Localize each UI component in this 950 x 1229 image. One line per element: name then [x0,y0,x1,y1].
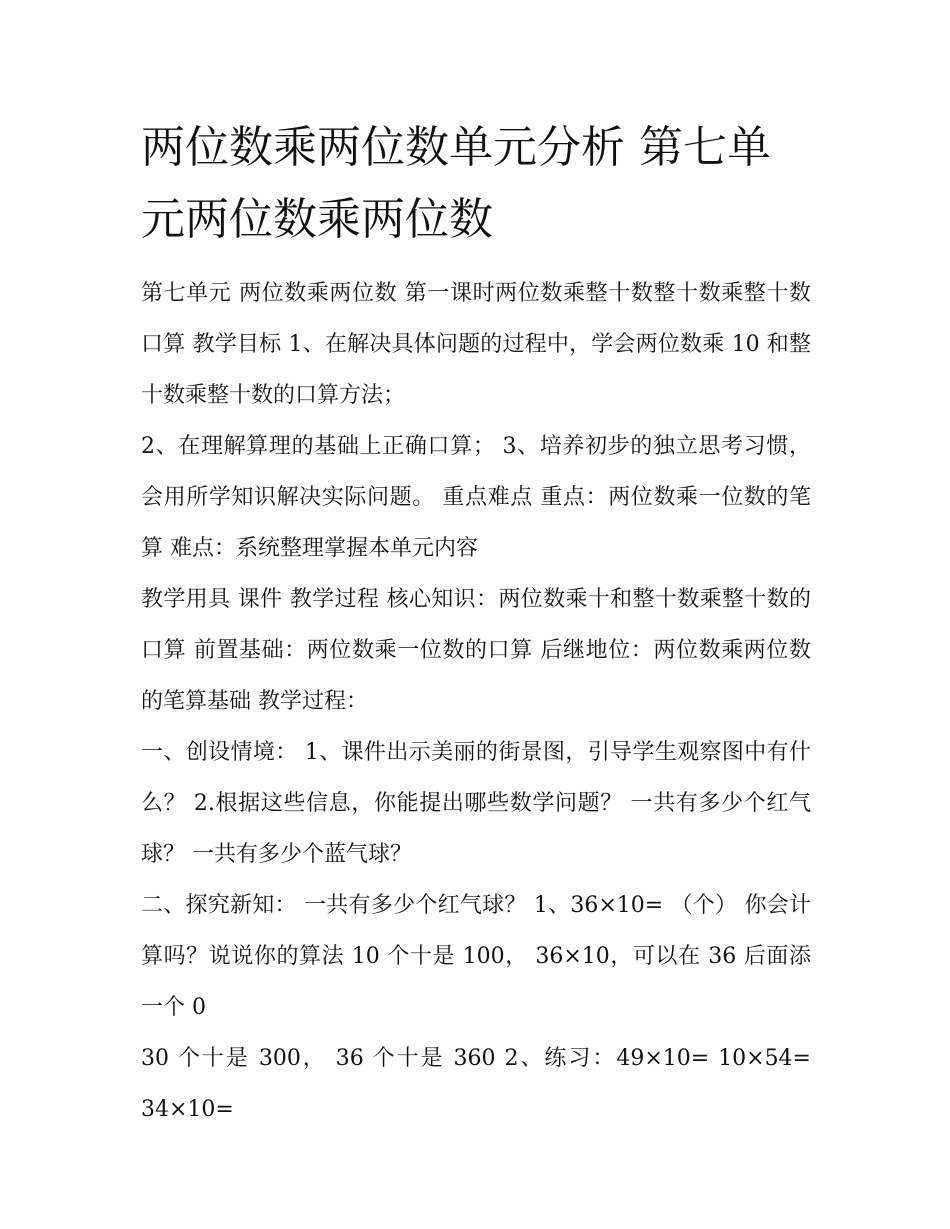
paragraph-1: 第七单元 两位数乘两位数 第一课时两位数乘整十数整十数乘整十数口算 教学目标 1、在解决具体问题的过程中，学会两位数乘 10 和整十数乘整十数的口算方法； [141,281,811,408]
document-body [141,268,811,1135]
paragraph-4: 一、创设情境： 1、课件出示美丽的街景图，引导学生观察图中有什么？ 2.根据这些信息，你能提出哪些数学问题？ 一共有多少个红气球？ 一共有多少个蓝气球？ [141,740,811,867]
paragraph-2: 2、在理解算理的基础上正确口算； 3、培养初步的独立思考习惯，会用所学知识解决实际问题。 重点难点 重点：两位数乘一位数的笔算 难点：系统整理掌握本单元内容 [141,434,811,561]
document-content [141,112,811,1135]
paragraph-3: 教学用具 课件 教学过程 核心知识：两位数乘十和整十数乘整十数的口算 前置基础：两位数乘一位数的口算 后继地位：两位数乘两位数的笔算基础 教学过程： [141,587,811,714]
paragraph-5: 二、探究新知： 一共有多少个红气球？ 1、36×10= （个） 你会计算吗？说说你的算法 10 个十是 100， 36×10，可以在 36 后面添一个 0 [141,893,811,1020]
paragraph-6: 30 个十是 300， 36 个十是 360 2、练习：49×10= 10×54= 34×10= [141,1046,811,1122]
document-title: 两位数乘两位数单元分析 第七单元两位数乘两位数 [141,122,771,245]
